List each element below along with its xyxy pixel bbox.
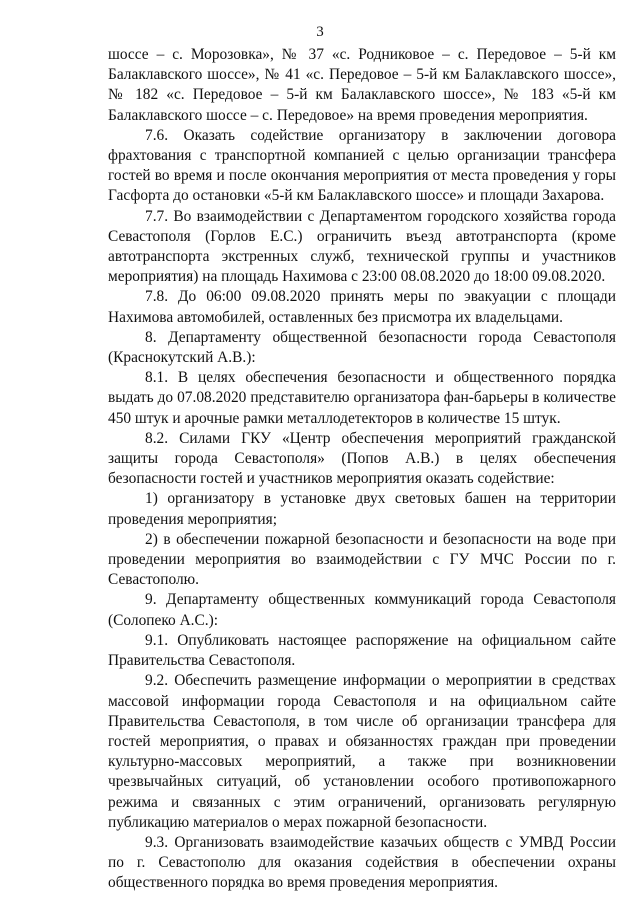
- paragraph-7-6: 7.6. Оказать содействие организатору в заключении договора фрахтования с транспортной компанией с целью организации трансфера гостей во время и после окончания мероприятия от места проведения у горы Гасфорта до остановки «5-й км Балаклавского шоссе» и площади Захарова.: [108, 126, 616, 205]
- paragraph-8: 8. Департаменту общественной безопасности города Севастополя (Краснокутский А.В.):: [108, 328, 616, 367]
- document-body: [108, 45, 616, 894]
- paragraph-8-2-item-2: 2) в обеспечении пожарной безопасности и безопасности на воде при проведении мероприятия во взаимодействии с ГУ МЧС России по г. Севастополю.: [108, 530, 616, 589]
- paragraph-continuation: шоссе – с. Морозовка», № 37 «с. Родниковое – с. Передовое – 5-й км Балаклавского шоссе», № 41 «с. Передовое – 5-й км Балаклавского шоссе», № 182 «с. Передовое – 5-й км Балаклавского шоссе», № 183 «5-й км Балаклавского шоссе – с. Передовое» на время проведения мероприятия.: [108, 46, 616, 124]
- paragraph-7-7: 7.7. Во взаимодействии с Департаментом городского хозяйства города Севастополя (Горлов Е.С.) ограничить въезд автотранспорта (кроме автотранспорта экстренных служб, технической группы и участников мероприятия) на площадь Нахимова с 23:00 08.08.2020 до 18:00 09.08.2020.: [108, 207, 616, 286]
- paragraph-8-2: 8.2. Силами ГКУ «Центр обеспечения мероприятий гражданской защиты города Севастополя» (Попов А.В.) в целях обеспечения безопасности гостей и участников мероприятия оказать содействие:: [108, 429, 616, 488]
- paragraph-7-8: 7.8. До 06:00 09.08.2020 принять меры по эвакуации с площади Нахимова автомобилей, оставленных без присмотра их владельцами.: [108, 288, 616, 326]
- paragraph-9: 9. Департаменту общественных коммуникаций города Севастополя (Солопеко А.С.):: [108, 591, 616, 629]
- page-number: 3: [316, 24, 324, 40]
- paragraph-9-2: 9.2. Обеспечить размещение информации о мероприятии в средствах массовой информации города Севастополя и на официальном сайте Правительства Севастополя, в том числе об организации трансфера для гостей мероприятия, о правах и обязанностях граждан при проведении культурно-массовых мероприятий, а также при возникновении чрезвычайных ситуаций, об установлении особого противопожарного режима и связанных с этим ограничений, организовать регулярную публикацию материалов о мерах пожарной безопасности.: [108, 672, 616, 831]
- paragraph-8-1: 8.1. В целях обеспечения безопасности и общественного порядка выдать до 07.08.2020 представителю организатора фан-барьеры в количестве 450 штук и арочные рамки металлодетекторов в количестве 15 штук.: [108, 369, 616, 427]
- paragraph-9-3: 9.3. Организовать взаимодействие казачьих обществ с УМВД России по г. Севастополю для оказания содействия в обеспечении охраны общественного порядка во время проведения мероприятия.: [108, 833, 616, 892]
- paragraph-8-2-item-1: 1) организатору в установке двух световых башен на территории проведения мероприятия;: [108, 490, 616, 528]
- paragraph-9-1: 9.1. Опубликовать настоящее распоряжение на официальном сайте Правительства Севастополя.: [108, 631, 616, 670]
